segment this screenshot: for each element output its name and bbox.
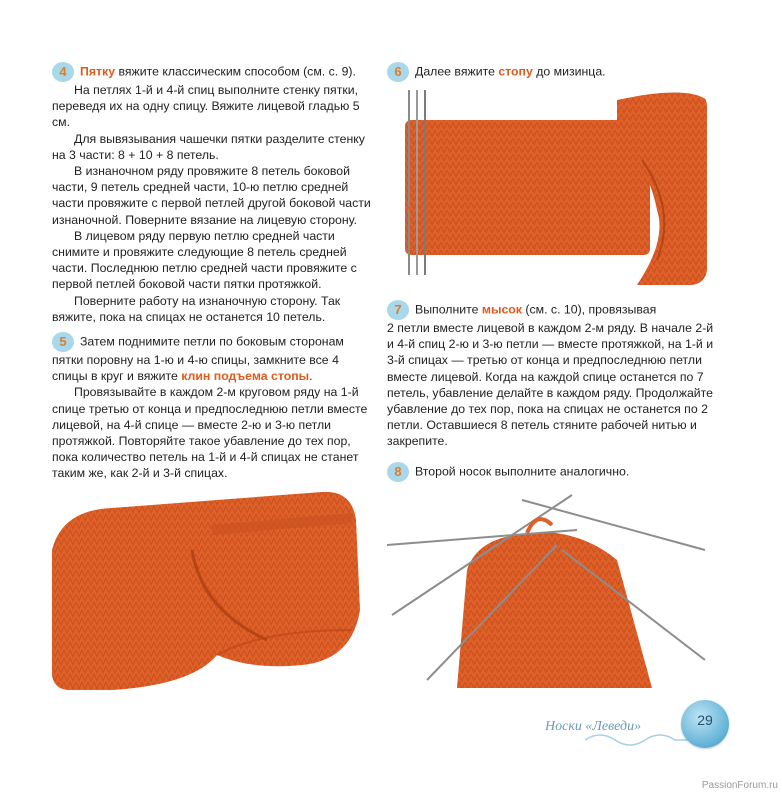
step-6-block xyxy=(387,62,717,82)
step-6-lead: Далее вяжите xyxy=(415,64,499,79)
step-5-block xyxy=(52,332,372,482)
step-8-number: 8 xyxy=(387,462,409,482)
step-5-number: 5 xyxy=(52,332,74,352)
step-6-tail: до мизинца. xyxy=(532,64,606,79)
step-7-paragraph: 2 петли вместе лицевой в каждом 2-м ряду. В начале 2-й и 4-й спиц 2-ю и 3-ю петли — вместе протяжкой, на 1-й и 3-й спицах — третью от конца и предпоследнюю петли вместе лицевой. Когда на каждой спице останется по 7 петель, убавление делайте в каждом ряду. Продолжайте убавление до тех пор, пока на спицах не останется по 2 петли. Оставшиеся 8 петель стяните рабочей нитью и закрепите. xyxy=(387,321,714,449)
step-7-number: 7 xyxy=(387,300,409,320)
foot-illustration xyxy=(387,90,707,285)
step-8-block xyxy=(387,462,717,482)
footer-title: Носки «Леведи» xyxy=(545,719,642,734)
step-6-number: 6 xyxy=(387,62,409,82)
step-7-lead: Выполните xyxy=(415,302,482,317)
step-4-number: 4 xyxy=(52,62,74,82)
step-4-paragraph: На петлях 1-й и 4-й спиц выполните стенку пятки, переведя их на одну спицу. Вяжите лицевой гладью 5 см. xyxy=(52,83,360,130)
watermark: PassionForum.ru xyxy=(701,780,778,791)
step-5-paragraph: Провязывайте в каждом 2-м круговом ряду на 1-й спице третью от конца и предпоследнюю петли вместе лицевой, на 4-й спице — вместе 2-ю и 3-ю петли протяжкой. Повторяйте такое убавление до тех пор, пока количество петель на 1-й и 4-й спицах не станет таким же, как 2-й и 3-й спицах. xyxy=(52,385,368,481)
heel-illustration xyxy=(52,490,374,690)
step-7-tail: (см. с. 10), провязывая xyxy=(521,302,657,317)
step-8-text: Второй носок выполните аналогично. xyxy=(415,464,630,479)
photo-foot-knitting xyxy=(387,90,707,285)
step-7-block xyxy=(387,300,717,450)
step-5-lead: Затем поднимите петли по боковым сторонам пятки поровну на 1-ю и 4-ю спицы, замкните все 4 спицы в круг и вяжите xyxy=(52,334,344,384)
step-4-lead: вяжите классическим способом (см. с. 9). xyxy=(115,64,356,79)
photo-heel-sock xyxy=(52,490,374,690)
step-4-paragraph: Поверните работу на изнаночную сторону. Так вяжите, пока на спицах не останется 10 петель. xyxy=(52,293,341,324)
step-4-paragraph: В лицевом ряду первую петлю средней части снимите и провяжите следующие 8 петель средней части. Последнюю петлю средней части провяжите с первой петлей боковой части пятки протяжкой. xyxy=(52,228,357,292)
step-4-highlight: Пятку xyxy=(80,64,116,79)
step-4-paragraph: Для вывязывания чашечки пятки разделите стенку на 3 части: 8 + 10 + 8 петель. xyxy=(52,131,365,162)
photo-toe-needles xyxy=(387,490,707,688)
step-4-block xyxy=(52,62,372,325)
page-number: 29 xyxy=(697,712,713,728)
step-7-highlight: мысок xyxy=(481,302,522,317)
step-4-paragraph: В изнаночном ряду провяжите 8 петель боковой части, 9 петель средней части, 10-ю петлю средней части провяжите с первой петлей другой боковой части изнаночной. Поверните вязание на лицевую сторону. xyxy=(52,164,371,227)
step-5-highlight: клин подъема стопы xyxy=(181,369,310,384)
step-5-tail: . xyxy=(309,369,313,384)
toe-illustration xyxy=(387,490,707,688)
step-6-highlight: стопу xyxy=(498,64,533,79)
